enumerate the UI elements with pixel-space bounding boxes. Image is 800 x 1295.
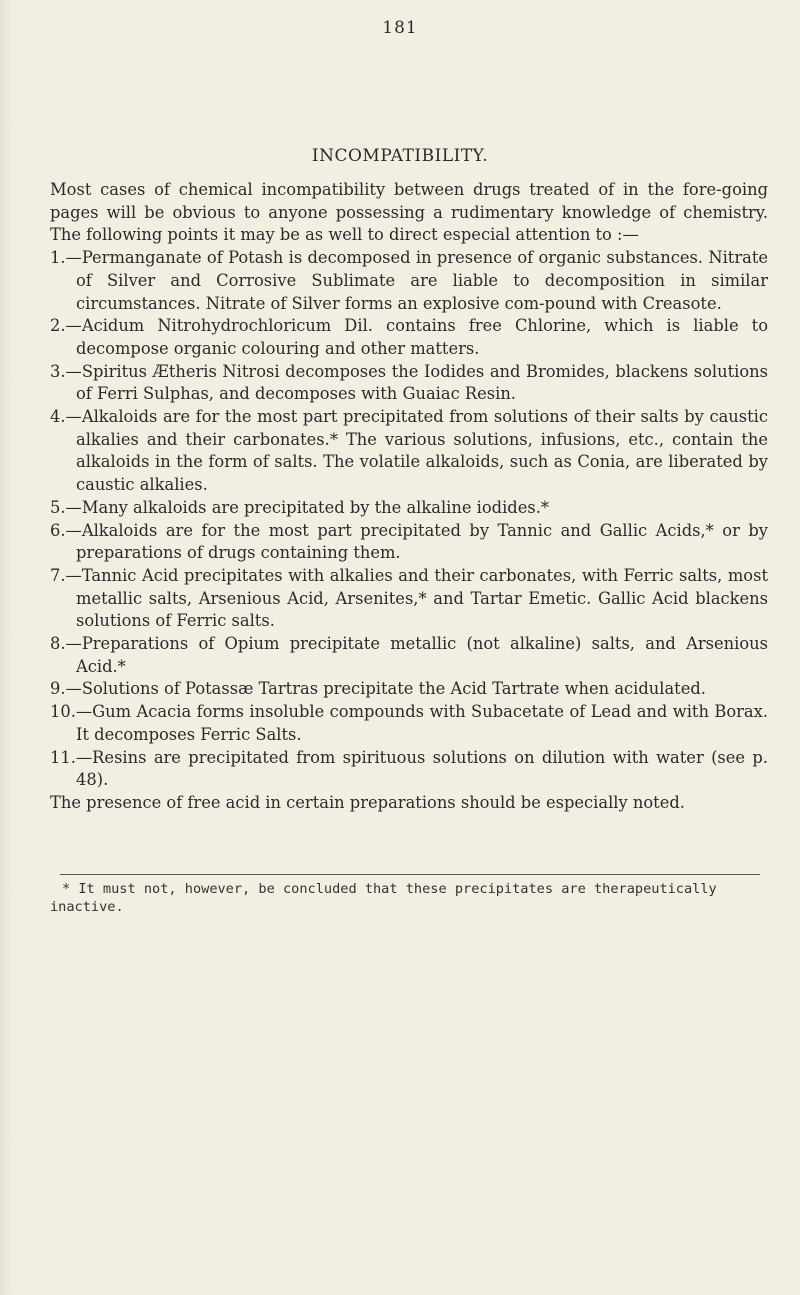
list-item-2: 2.—Acidum Nitrohydrochloricum Dil. contains free Chlorine, which is liable to decompose organic colouring and other matters.	[50, 316, 768, 358]
main-text	[50, 179, 768, 815]
list-item-7: 7.—Tannic Acid precipitates with alkalies and their carbonates, with Ferric salts, most metallic salts, Arsenious Acid, Arsenites,* and Tartar Emetic. Gallic Acid blackens solutions of Ferric salts.	[50, 565, 768, 631]
list-item-11: 11.—Resins are precipitated from spirituous solutions on dilution with water (see p. 48).	[50, 747, 768, 790]
footnote-divider	[60, 874, 760, 875]
list-item-6: 6.—Alkaloids are for the most part precipitated by Tannic and Gallic Acids,* or by preparations of drugs containing them.	[50, 520, 768, 563]
list-item-8: 8.—Preparations of Opium precipitate metallic (not alkaline) salts, and Arsenious Acid.*	[50, 634, 768, 676]
list-item-3: 3.—Spiritus Ætheris Nitrosi decomposes the Iodides and Bromides, blackens solutions of Ferri Sulphas, and decomposes with Guaiac Resin.	[50, 361, 768, 404]
list-item-5: 5.—Many alkaloids are precipitated by the alkaline iodides.*	[50, 497, 550, 517]
page-title: INCOMPATIBILITY.	[311, 146, 489, 166]
footnote: * It must not, however, be concluded that these precipitates are therapeutically inactive.	[50, 881, 717, 915]
list-item-4: 4.—Alkaloids are for the most part precipitated from solutions of their salts by caustic alkalies and their carbonates.* The various solutions, infusions, etc., contain the alkaloids in the form of salts. The volatile alkaloids, such as Conia, are liberated by caustic alkalies.	[50, 407, 768, 495]
list-item-10: 10.—Gum Acacia forms insoluble compounds with Subacetate of Lead and with Borax. It decomposes Ferric Salts.	[50, 702, 768, 744]
list-item-9: 9.—Solutions of Potassæ Tartras precipitate the Acid Tartrate when acidulated.	[50, 679, 706, 699]
list-item-1: 1.—Permanganate of Potash is decomposed in presence of organic substances. Nitrate of Silver and Corrosive Sublimate are liable to decomposition in similar circumstances. Nitrate of Silver forms an explosive com-pound with Creasote.	[50, 248, 768, 313]
page-gutter-shadow	[0, 0, 14, 1295]
page-number: 181	[382, 18, 418, 38]
closing-paragraph: The presence of free acid in certain preparations should be especially noted.	[50, 792, 685, 812]
intro-paragraph: Most cases of chemical incompatibility between drugs treated of in the fore-going pages will be obvious to anyone possessing a rudimentary knowledge of chemistry. The following points it may be as well to direct especial attention to :—	[50, 180, 768, 245]
